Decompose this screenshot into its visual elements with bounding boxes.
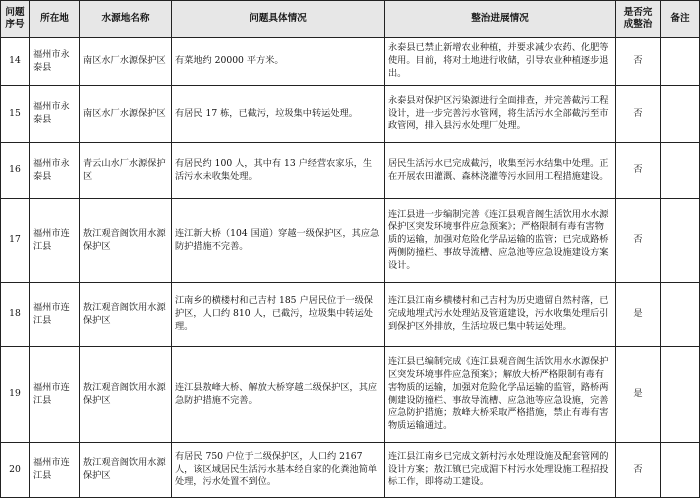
- row-progress: 连江县已编制完成《连江县观音阁生活饮用水水源保护区突发环境事件应急预案》；解放大桥严格限制有毒有害物质的运输，加强对危险化学品运输的监管，路桥两侧建设防撞栏、事故导流槽、应急池等应急设施，完善应急防护措施；敖峰大桥采取严格措施，禁止有毒有害物质运输通过。: [385, 347, 616, 443]
- row-done: 否: [616, 38, 661, 86]
- row-location: 福州市连江县: [30, 199, 80, 283]
- row-done: 否: [616, 199, 661, 283]
- row-note: [661, 143, 700, 199]
- table-row: [1, 143, 700, 199]
- row-problem: 江南乡的横楼村和己吉村 185 户居民位于一级保护区，人口约 810 人，已截污，垃圾集中转运处理。: [172, 283, 385, 347]
- header-source: 水源地名称: [80, 1, 172, 38]
- row-problem: 连江县敖峰大桥、解放大桥穿越二级保护区，其应急防护措施不完善。: [172, 347, 385, 443]
- row-note: [661, 347, 700, 443]
- row-location: 福州市永泰县: [30, 38, 80, 86]
- row-location: 福州市永泰县: [30, 86, 80, 143]
- row-note: [661, 38, 700, 86]
- row-problem: 有菜地约 20000 平方米。: [172, 38, 385, 86]
- row-source: 南区水厂水源保护区: [80, 38, 172, 86]
- table-header-row: [1, 1, 700, 38]
- row-no: 17: [1, 199, 30, 283]
- row-progress: 永泰县已禁止新增农业种植，并要求减少农药、化肥等使用。目前，将对土地进行收储，引导农业种植逐步退出。: [385, 38, 616, 86]
- header-done: 是否完成整治: [616, 1, 661, 38]
- row-note: [661, 199, 700, 283]
- row-no: 18: [1, 283, 30, 347]
- row-source: 南区水厂水源保护区: [80, 86, 172, 143]
- row-note: [661, 443, 700, 498]
- table-row: [1, 86, 700, 143]
- row-done: 是: [616, 347, 661, 443]
- row-note: [661, 86, 700, 143]
- header-problem: 问题具体情况: [172, 1, 385, 38]
- row-note: [661, 283, 700, 347]
- row-location: 福州市连江县: [30, 347, 80, 443]
- row-no: 14: [1, 38, 30, 86]
- row-source: 青云山水厂水源保护区: [80, 143, 172, 199]
- table-row: [1, 347, 700, 443]
- row-no: 19: [1, 347, 30, 443]
- row-problem: 有居民 750 户位于二级保护区，人口约 2167 人，该区域居民生活污水基本经自家的化粪池简单处理，污水处置不到位。: [172, 443, 385, 498]
- header-no: 问题序号: [1, 1, 30, 38]
- row-progress: 永泰县对保护区污染源进行全面排查，并完善截污工程设计，进一步完善污水管网，将生活污水全部截污至市政管网，排入县污水处理厂处理。: [385, 86, 616, 143]
- row-progress: 居民生活污水已完成截污，收集至污水结集中处理。正在开展农田灌溉、森林浇灌等污水回用工程措施建设。: [385, 143, 616, 199]
- row-no: 20: [1, 443, 30, 498]
- row-problem: 有居民 17 栋，已截污，垃圾集中转运处理。: [172, 86, 385, 143]
- header-progress: 整治进展情况: [385, 1, 616, 38]
- row-done: 否: [616, 143, 661, 199]
- row-problem: 连江新大桥（104 国道）穿越一级保护区，其应急防护措施不完善。: [172, 199, 385, 283]
- row-source: 敖江观音阁饮用水源保护区: [80, 347, 172, 443]
- row-no: 15: [1, 86, 30, 143]
- table-row: [1, 199, 700, 283]
- table-row: [1, 443, 700, 498]
- row-problem: 有居民约 100 人，其中有 13 户经营农家乐，生活污水未收集处理。: [172, 143, 385, 199]
- row-done: 否: [616, 443, 661, 498]
- table-row: [1, 283, 700, 347]
- row-location: 福州市永泰县: [30, 143, 80, 199]
- header-location: 所在地: [30, 1, 80, 38]
- header-note: 备注: [661, 1, 700, 38]
- row-no: 16: [1, 143, 30, 199]
- row-progress: 连江县江南乡横楼村和己吉村为历史遗留自然村落，已完成地埋式污水处理站及管道建设，污水收集处理后引到保护区外排放，生活垃圾已集中转运处理。: [385, 283, 616, 347]
- row-progress: 连江县进一步编制完善《连江县观音阁生活饮用水水源保护区突发环境事件应急预案》；严格限制有毒有害物质的运输，加强对危险化学品运输的监管；已完成路桥两侧防撞栏、事故导流槽、应急池等应急设施建设方案设计。: [385, 199, 616, 283]
- row-done: 否: [616, 86, 661, 143]
- row-source: 敖江观音阁饮用水源保护区: [80, 443, 172, 498]
- table-row: [1, 38, 700, 86]
- row-done: 是: [616, 283, 661, 347]
- row-source: 敖江观音阁饮用水源保护区: [80, 283, 172, 347]
- row-progress: 连江县江南乡已完成文新村污水处理设施及配套管网的设计方案；敖江镇已完成湄下村污水处理设施工程招投标工作，即将动工建设。: [385, 443, 616, 498]
- row-location: 福州市连江县: [30, 443, 80, 498]
- row-source: 敖江观音阁饮用水源保护区: [80, 199, 172, 283]
- row-location: 福州市连江县: [30, 283, 80, 347]
